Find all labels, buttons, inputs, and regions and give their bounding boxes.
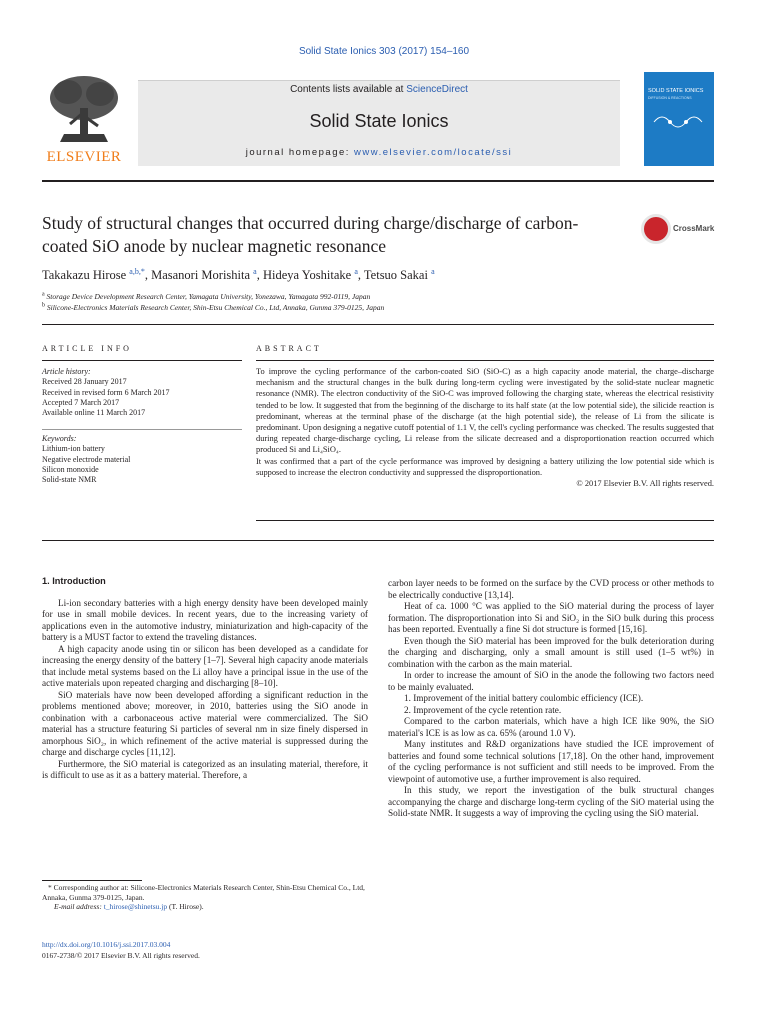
- author-name: Tetsuo Sakai: [363, 268, 428, 282]
- contents-prefix: Contents lists available at: [290, 84, 407, 95]
- section-heading: 1. Introduction: [42, 576, 106, 586]
- body-paragraph: Furthermore, the SiO material is categorized as an insulating material, therefore, it is difficult to use as it as a battery material. Therefore, a: [42, 758, 368, 780]
- body-paragraph: Heat of ca. 1000 °C was applied to the SiO material during the process of layer formation. The disproportionation into Si and SiO₂ in the SiO bulk during this process has been reported. Eventually a fine Si dot structure is formed [15,16].: [388, 601, 714, 634]
- author-affiliation-link[interactable]: a,b,*: [129, 266, 145, 276]
- history-item: Received 28 January 2017: [42, 377, 127, 387]
- abstract-rule: [256, 360, 714, 361]
- affiliation-mark: a: [42, 291, 45, 298]
- crossmark-button[interactable]: [641, 214, 715, 244]
- keyword-item: Silicon monoxide: [42, 464, 99, 474]
- homepage-prefix: journal homepage:: [245, 147, 355, 158]
- abstract-paragraph: It was confirmed that a part of the cycle performance was improved by designing a battery utilizing the low potential side which is supposed to increase the electron conductivity and suppressed the disproportionation.: [256, 456, 714, 477]
- body-paragraph: Even though the SiO material has been improved for the bulk deterioration during the charging and discharging, only a small amount is still used (1–5 wt%) in combination with the carbon as the main material.: [388, 635, 714, 669]
- author-affiliation-link[interactable]: a: [431, 266, 435, 276]
- author-affiliation-link[interactable]: a: [354, 266, 358, 276]
- journal-homepage-line: [138, 147, 620, 158]
- body-column-left: [42, 576, 368, 782]
- keyword-item: Negative electrode material: [42, 454, 131, 464]
- keywords-rule: [42, 429, 242, 430]
- journal-masthead: [42, 72, 714, 170]
- email-suffix: (T. Hirose).: [168, 902, 204, 911]
- doi-link[interactable]: http://dx.doi.org/10.1016/j.ssi.2017.03.004: [42, 940, 171, 949]
- issn-copyright: 0167-2738/© 2017 Elsevier B.V. All rights reserved.: [42, 951, 200, 960]
- keywords-label: Keywords:: [42, 434, 77, 443]
- affiliation-text: Storage Device Development Research Center, Yamagata University, Yonezawa, Yamagata 992-0119, Japan: [46, 292, 371, 301]
- affiliation-b: [42, 303, 714, 312]
- cover-title: SOLID STATE IONICS: [648, 88, 704, 94]
- elsevier-tree-icon: [42, 72, 126, 148]
- abstract-text: [256, 366, 714, 489]
- history-label: Article history:: [42, 367, 91, 376]
- body-paragraph: carbon layer needs to be formed on the surface by the CVD process or other methods to be electrically conductive [13,14].: [388, 578, 714, 600]
- email-label: E-mail address:: [54, 902, 102, 911]
- affiliation-text: Silicone-Electronics Materials Research Center, Shin-Etsu Chemical Co., Ltd, Annaka, Gunma 379-0125, Japan: [46, 303, 385, 312]
- body-paragraph: In this study, we report the investigation of the bulk structural changes accompanying the charge and discharge long-term cycling of the SiO material using the Solid-state NMR. It suggests a way of improving the cycling using the SiO material.: [388, 785, 714, 818]
- abstract-heading: ABSTRACT: [256, 344, 322, 353]
- history-item: Available online 11 March 2017: [42, 408, 146, 418]
- footnote-corresponding: [42, 883, 372, 902]
- article-title: Study of structural changes that occurred during charge/discharge of carbon-coated SiO anode by nuclear magnetic resonance: [42, 213, 579, 256]
- sciencedirect-link[interactable]: ScienceDirect: [406, 84, 468, 95]
- journal-cover-thumbnail[interactable]: [644, 72, 714, 166]
- footnote-mark: *: [48, 883, 52, 892]
- elsevier-logo[interactable]: [42, 72, 126, 168]
- journal-title: Solid State Ionics: [309, 111, 449, 131]
- affiliation-a: [42, 292, 714, 301]
- body-paragraph: A high capacity anode using tin or silicon has been developed as a candidate for increasing the energy density of the battery [1–7]. Several high capacity anode materials that include metal systems based on the Li alloy have a principal issue in the use of the active materials upon repeated charging and discharging [8–10].: [42, 643, 368, 688]
- header-rule: [42, 180, 714, 182]
- info-rule: [42, 324, 714, 325]
- history-item: Received in revised form 6 March 2017: [42, 387, 170, 397]
- elsevier-wordmark: ELSEVIER: [46, 149, 122, 165]
- abstract-bottom-rule: [256, 520, 714, 521]
- keyword-item: Lithium-ion battery: [42, 444, 105, 454]
- list-item: 2. Improvement of the cycle retention rate.: [404, 704, 562, 715]
- body-paragraph: Compared to the carbon materials, which have a high ICE like 90%, the SiO material's ICE is as low as ca. 65% (around 1.0 V).: [388, 716, 714, 738]
- crossmark-icon: [641, 214, 671, 244]
- contents-available-line: [138, 84, 620, 95]
- article-info-rule: [42, 360, 242, 361]
- body-column-right: [388, 578, 714, 820]
- cover-subtitle: DIFFUSION & REACTIONS: [648, 96, 692, 100]
- author-affiliation-link[interactable]: a: [253, 266, 257, 276]
- article-history: [42, 367, 242, 418]
- author-list: Takakazu Hirose $^{a,b,*}$, Masanori Morishita $^a$, Hideya Yoshitake $^a$, Tetsuo Sakai $^a$: [42, 266, 435, 282]
- body-rule: [42, 540, 714, 541]
- body-paragraph: Many institutes and R&D organizations have studied the ICE improvement of batteries and found some technical solutions [17,18]. On the other hand, improvement of the cycling performance is not sufficient and still needs to be improved. From the viewpoint of automotive use, a further improvement is also required.: [388, 739, 714, 784]
- journal-reference-link[interactable]: Solid State Ionics 303 (2017) 154–160: [298, 46, 470, 57]
- crossmark-label: CrossMark: [673, 224, 715, 233]
- author-email-link[interactable]: t_hirose@shinetsu.jp: [103, 902, 168, 911]
- history-item: Accepted 7 March 2017: [42, 397, 120, 407]
- corresponding-author-footnote: [42, 883, 372, 912]
- body-paragraph: Li-ion secondary batteries with a high energy density have been developed mainly for use in small mobile devices. In recent years, due to the increasing variety of applications even in the automotive industry, miniaturization and high-capacity of the battery is a MUST factor to extend the traveling distances.: [42, 597, 368, 642]
- journal-banner: [138, 80, 620, 166]
- copyright-notice: © 2017 Elsevier B.V. All rights reserved.: [576, 479, 714, 489]
- author-name: Hideya Yoshitake: [262, 268, 352, 282]
- abstract-paragraph: To improve the cycling performance of the carbon-coated SiO (SiO-C) as a high capacity anode material, the charge–discharge mechanism and the structural changes in the bulk during long-term cycling were investigated by the solid-state nuclear magnetic resonance (NMR). The electron conductivity of the SiO-C was improved following the charging state, whereas the electrical resistivity tended to be low. It suggested that from the beginning of the discharge to its half state (at the low potential side), the silicide reaction is predominant, whereas at the terminal phase of the discharge (at the high potential side), the release of Li from the silicate is predominant. Upon designing a negative cutoff potential of 1.1 V, the cell's cycling performance was checked. The results suggested that during repeated charge-discharge cycling, Li release from the silicate decreased and a disproportionation reaction occurred which produced Si and Li₄SiO₄.: [256, 367, 714, 455]
- affiliation-mark: b: [42, 302, 45, 309]
- keyword-item: Solid-state NMR: [42, 475, 97, 485]
- journal-homepage-link[interactable]: www.elsevier.com/locate/ssi: [354, 147, 513, 158]
- footnote-text: Corresponding author at: Silicone-Electronics Materials Research Center, Shin-Etsu Chemical Co., Ltd, Annaka, Gunma 379-0125, Japan.: [42, 883, 365, 902]
- footnote-email: [42, 902, 372, 912]
- cover-wave-icon: [652, 112, 706, 132]
- author-name: Takakazu Hirose: [42, 268, 127, 282]
- article-info-heading: ARTICLE INFO: [42, 344, 132, 353]
- author-name: Masanori Morishita: [151, 268, 251, 282]
- body-paragraph: SiO materials have now been developed affording a significant reduction in the problems mentioned above; moreover, in 2010, batteries using the SiO anode in conbination with a carbonaceous active material were commercialized. The SiO material has a structure featuring Si particles of several nm in size finely dispersed in amorphous SiO₂, in which refinement of the active material is suppressed during the charge and discharge cycles [11,12].: [42, 689, 368, 757]
- body-paragraph: In order to increase the amount of SiO in the anode the following two factors need to be mainly evaluated.: [388, 670, 714, 692]
- list-item: 1. Improvement of the initial battery coulombic efficiency (ICE).: [404, 693, 644, 703]
- footnote-rule: [42, 880, 142, 881]
- keywords: [42, 434, 242, 485]
